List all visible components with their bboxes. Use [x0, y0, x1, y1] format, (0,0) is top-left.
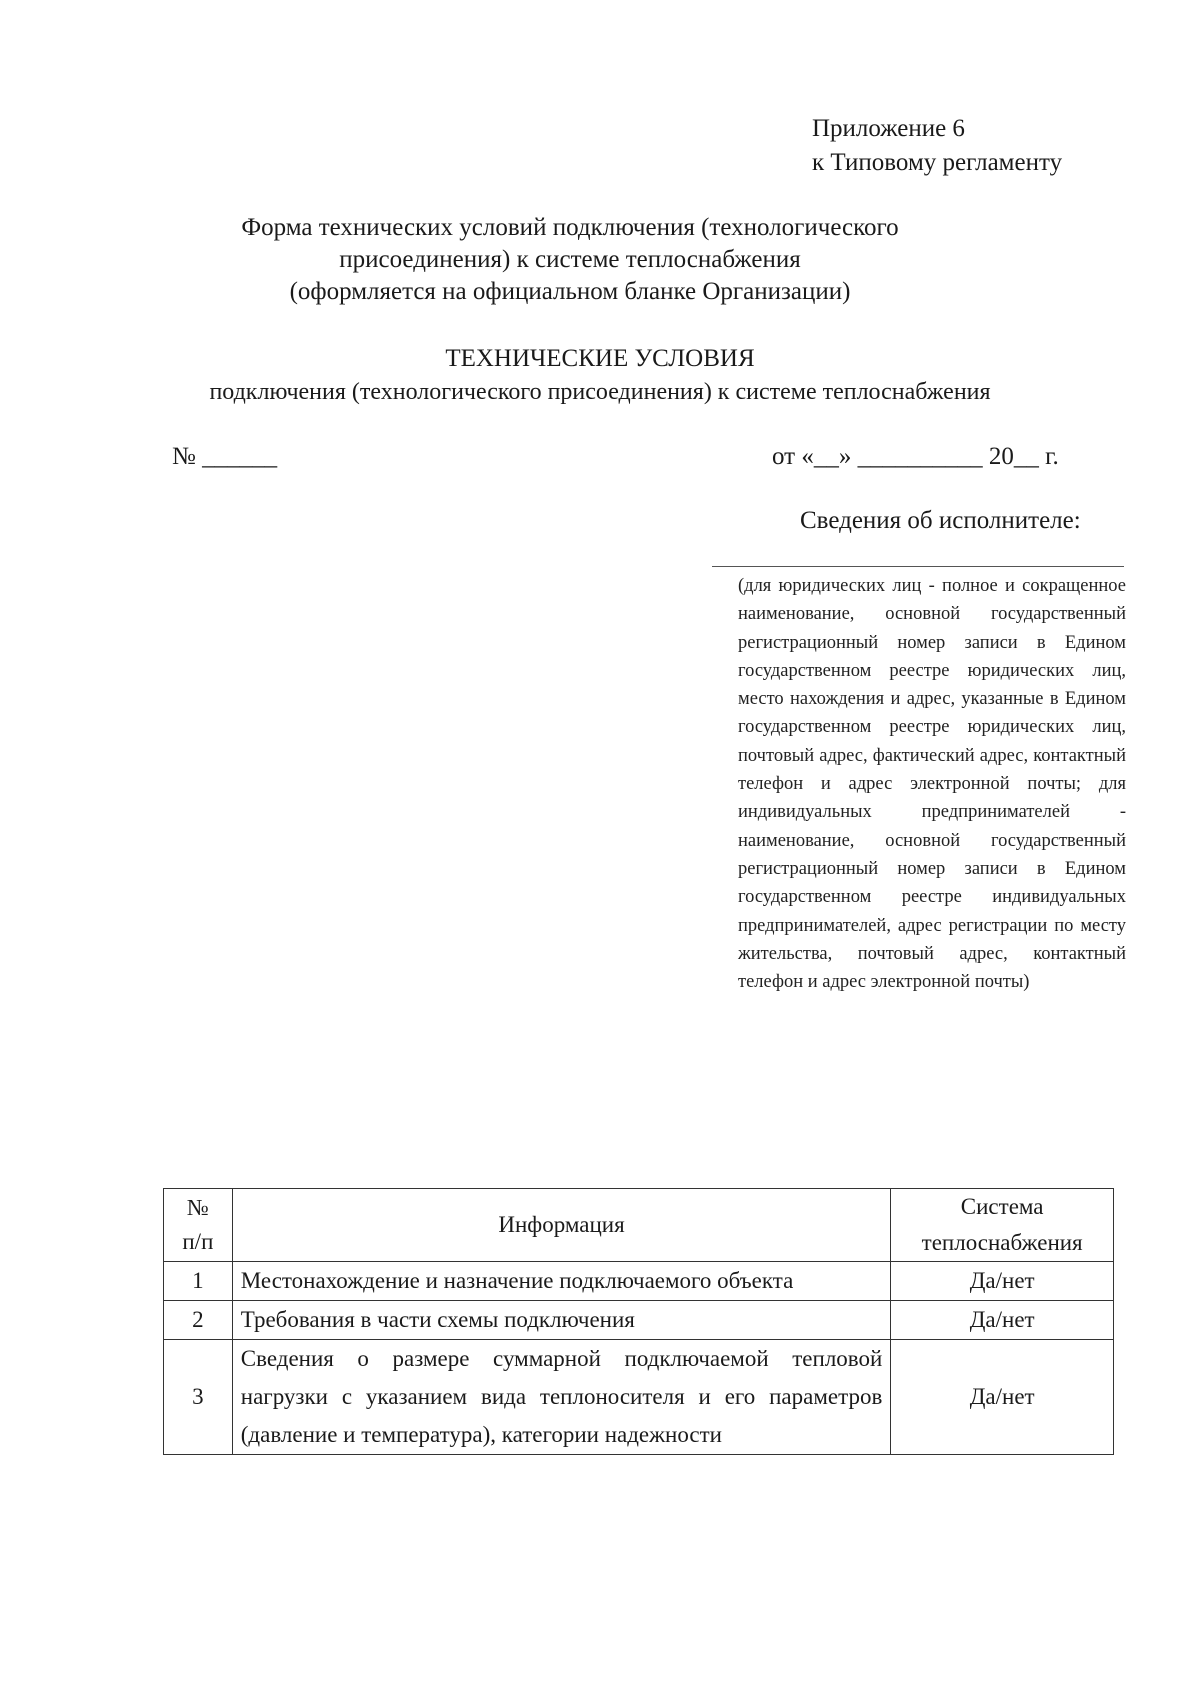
- row-value: Да/нет: [891, 1262, 1114, 1301]
- document-subtitle: подключения (технологического присоединения) к системе теплоснабжения: [209, 379, 991, 405]
- table-header-row: [164, 1189, 1114, 1262]
- table-row: [164, 1262, 1114, 1301]
- header-number-line-2: п/п: [182, 1229, 214, 1254]
- row-number: 3: [164, 1340, 233, 1455]
- appendix-regulation: к Типовому регламенту: [812, 149, 1063, 176]
- row-info: Местонахождение и назначение подключаемого объекта: [232, 1262, 891, 1301]
- row-info: Требования в части схемы подключения: [232, 1301, 891, 1340]
- row-number: 2: [164, 1301, 233, 1340]
- header-number-line-1: №: [186, 1195, 209, 1220]
- row-number: 1: [164, 1262, 233, 1301]
- document-title: ТЕХНИЧЕСКИЕ УСЛОВИЯ: [445, 345, 755, 372]
- form-title: [180, 212, 960, 308]
- table-row: [164, 1340, 1114, 1455]
- executor-note: (для юридических лиц - полное и сокращенное наименование, основной государственный регистрационный номер записи в Едином государственном реестре юридических лиц, место нахождения и адрес, указанные в Едином государственном реестре юридических лиц, почтовый адрес, фактический адрес, контактный телефон и адрес электронной почты; для индивидуальных предпринимателей - наименование, основной государственный регистрационный номер записи в Едином государственном реестре индивидуальных предпринимателей, адрес регистрации по месту жительства, почтовый адрес, контактный телефон и адрес электронной почты): [738, 576, 1126, 993]
- executor-fill-line: [712, 566, 1124, 567]
- appendix-reference: [812, 112, 1062, 180]
- form-title-line-1: Форма технических условий подключения (технологического: [241, 214, 899, 241]
- executor-label: Сведения об исполнителе:: [800, 507, 1081, 534]
- table-row: [164, 1301, 1114, 1340]
- form-title-line-2: присоединения) к системе теплоснабжения: [339, 246, 801, 273]
- header-number: [164, 1189, 233, 1262]
- header-system: [891, 1189, 1114, 1262]
- header-system-line-1: Система: [960, 1194, 1044, 1219]
- appendix-number: Приложение 6: [812, 115, 965, 142]
- row-value: Да/нет: [891, 1301, 1114, 1340]
- info-table: [163, 1188, 1114, 1455]
- header-system-line-2: теплоснабжения: [921, 1230, 1083, 1255]
- header-info: Информация: [232, 1189, 891, 1262]
- document-date-field: от «__» __________ 20__ г.: [772, 443, 1059, 470]
- document-number-field: № ______: [172, 443, 278, 470]
- form-title-line-3: (оформляется на официальном бланке Организации): [289, 278, 851, 305]
- row-info: Сведения о размере суммарной подключаемой тепловой нагрузки с указанием вида теплоносителя и его параметров (давление и температура), категории надежности: [232, 1340, 891, 1455]
- row-value: Да/нет: [891, 1340, 1114, 1455]
